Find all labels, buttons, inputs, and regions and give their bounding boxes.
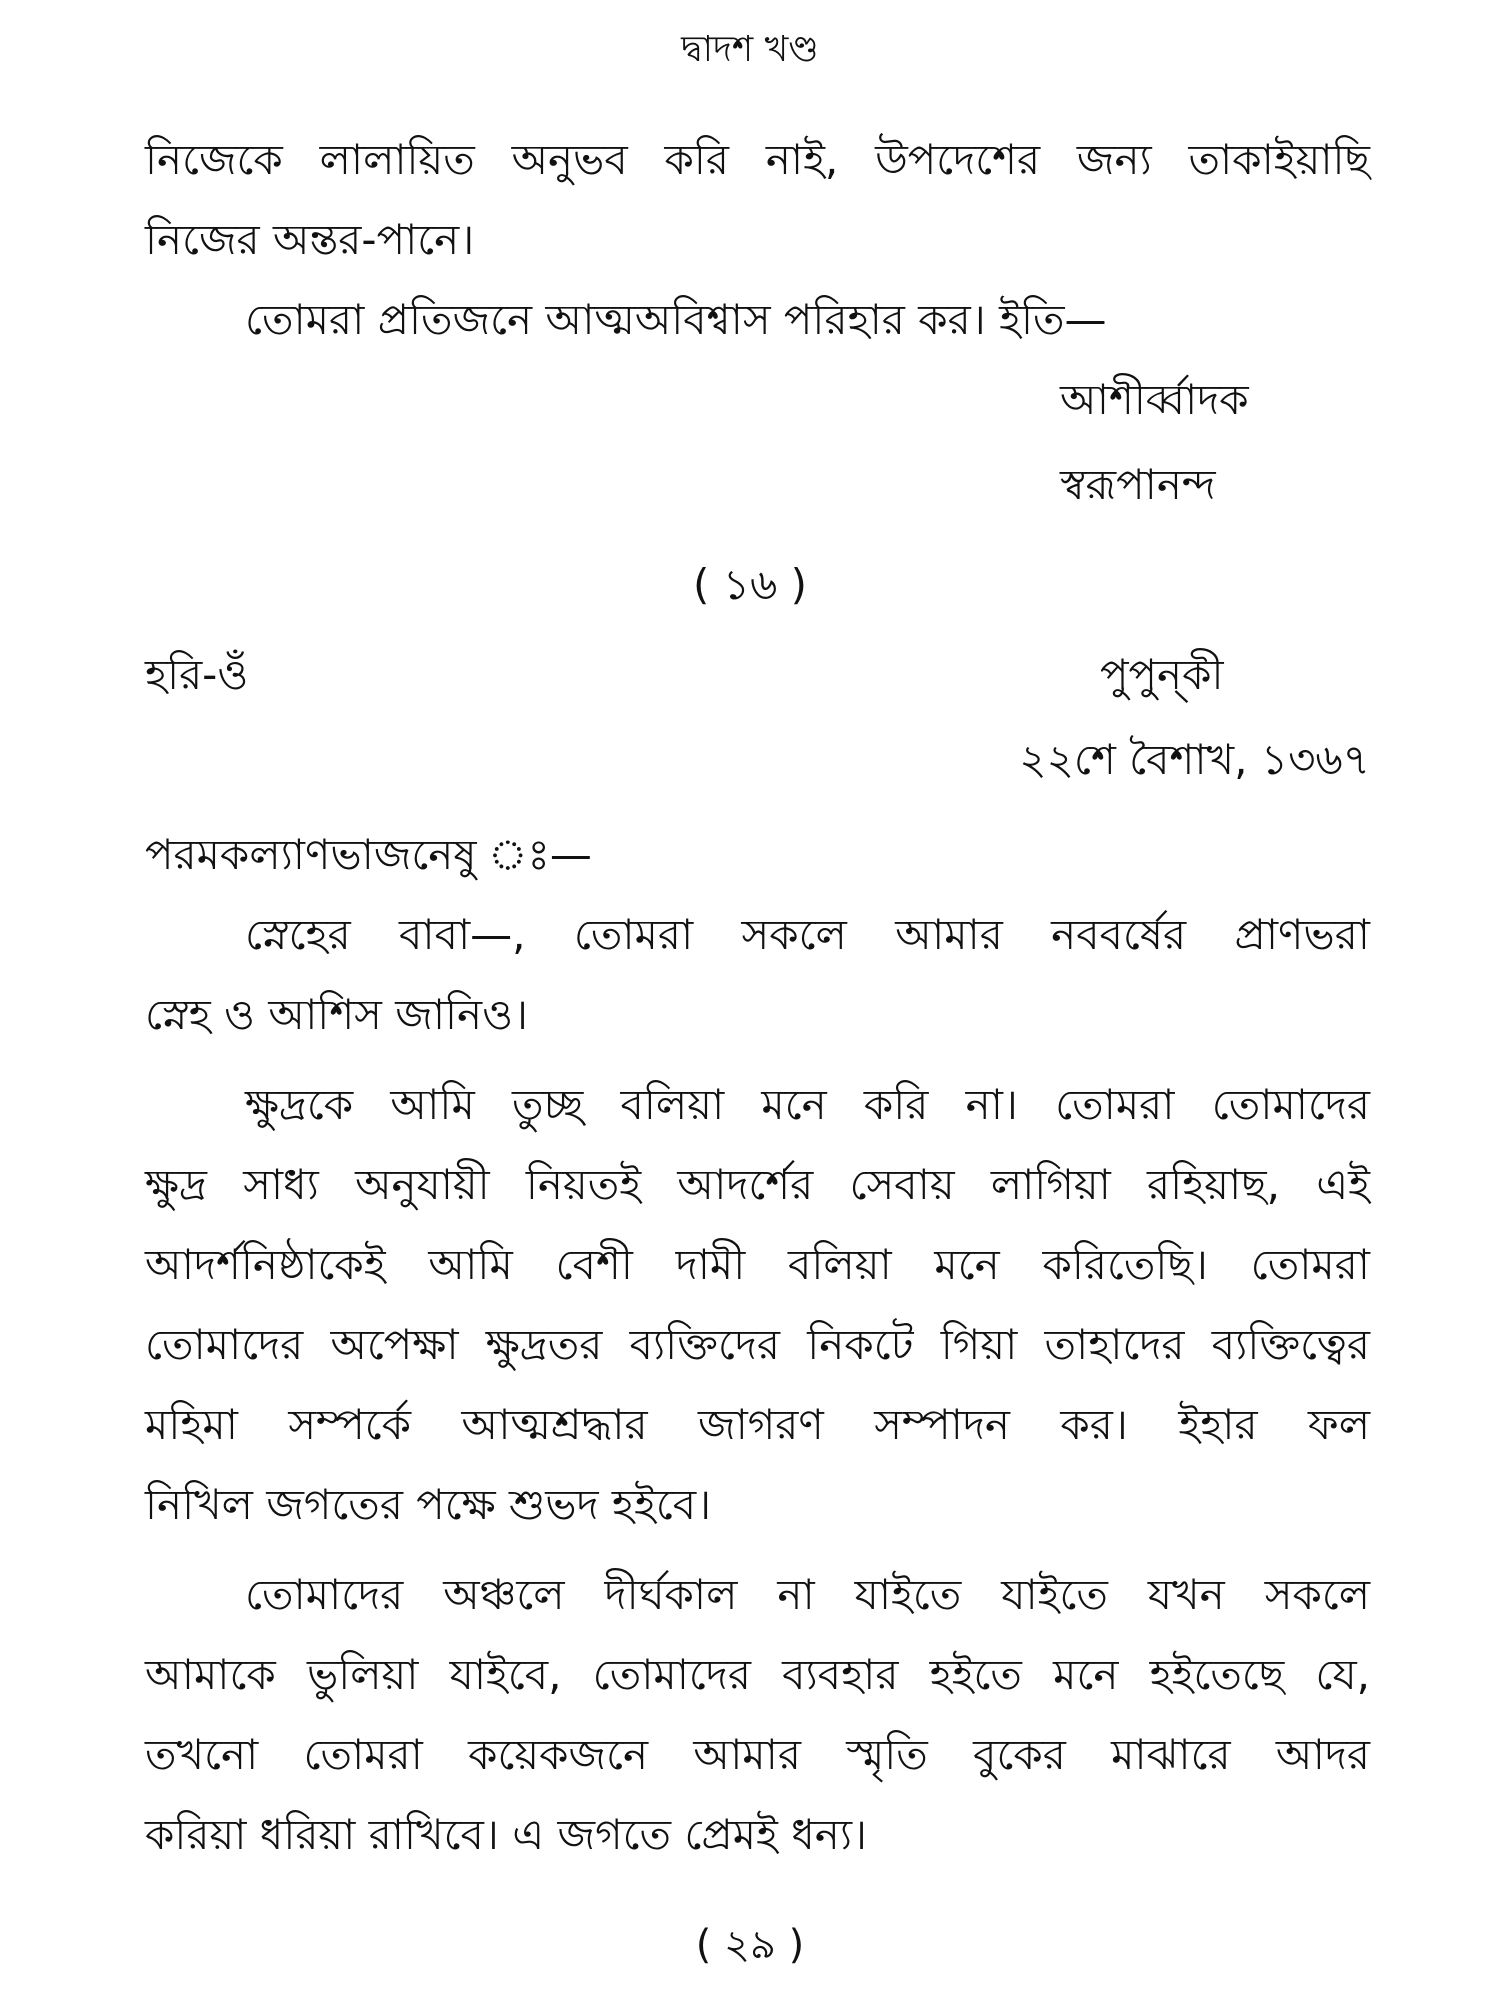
signature-name: স্বরূপানন্দ bbox=[1060, 460, 1216, 509]
text-line: নিজেকে লালায়িত অনুভব করি নাই, উপদেশের জন্য তাকাইয়াছি bbox=[145, 135, 1370, 184]
text-line: আমাকে ভুলিয়া যাইবে, তোমাদের ব্যবহার হইতে মনে হইতেছে যে, bbox=[145, 1650, 1370, 1699]
text-line: ক্ষুদ্র সাধ্য অনুযায়ী নিয়তই আদর্শের সেবায় লাগিয়া রহিয়াছ, এই bbox=[145, 1160, 1370, 1209]
letter-greeting: হরি-ওঁ bbox=[145, 650, 249, 699]
text-line: মহিমা সম্পর্কে আত্মশ্রদ্ধার জাগরণ সম্পাদন কর। ইহার ফল bbox=[145, 1400, 1370, 1449]
signature-blessing: আশীর্ব্বাদক bbox=[1060, 375, 1249, 424]
text-line: আদর্শনিষ্ঠাকেই আমি বেশী দামী বলিয়া মনে করিতেছি। তোমরা bbox=[145, 1240, 1370, 1289]
text-line: তোমরা প্রতিজনে আত্মঅবিশ্বাস পরিহার কর। ইতি— bbox=[245, 295, 1107, 344]
letter-number: ( ১৬ ) bbox=[692, 560, 808, 609]
text-line: তোমাদের অপেক্ষা ক্ষুদ্রতর ব্যক্তিদের নিকটে গিয়া তাহাদের ব্যক্তিত্বের bbox=[145, 1320, 1370, 1369]
text-line: স্নেহের বাবা—, তোমরা সকলে আমার নববর্ষের প্রাণভরা bbox=[245, 910, 1370, 959]
text-line: নিজের অন্তর-পানে। bbox=[145, 215, 475, 264]
text-line: করিয়া ধরিয়া রাখিবে। এ জগতে প্রেমই ধন্য। bbox=[145, 1810, 868, 1859]
page-number: ( ২৯ ) bbox=[695, 1922, 805, 1968]
salutation: পরমকল্যাণভাজনেষু ঃ— bbox=[145, 830, 592, 879]
text-line: ক্ষুদ্রকে আমি তুচ্ছ বলিয়া মনে করি না। তোমরা তোমাদের bbox=[245, 1080, 1370, 1129]
text-line: স্নেহ ও আশিস জানিও। bbox=[145, 990, 529, 1039]
letter-place: পুপুন্‌কী bbox=[1100, 650, 1224, 699]
text-line: নিখিল জগতের পক্ষে শুভদ হইবে। bbox=[145, 1480, 712, 1529]
running-header: দ্বাদশ খণ্ড bbox=[681, 29, 819, 70]
text-line: তখনো তোমরা কয়েকজনে আমার স্মৃতি বুকের মাঝারে আদর bbox=[145, 1730, 1370, 1779]
letter-date: ২২শে বৈশাখ, ১৩৬৭ bbox=[1019, 735, 1370, 784]
text-line: তোমাদের অঞ্চলে দীর্ঘকাল না যাইতে যাইতে যখন সকলে bbox=[245, 1570, 1370, 1619]
